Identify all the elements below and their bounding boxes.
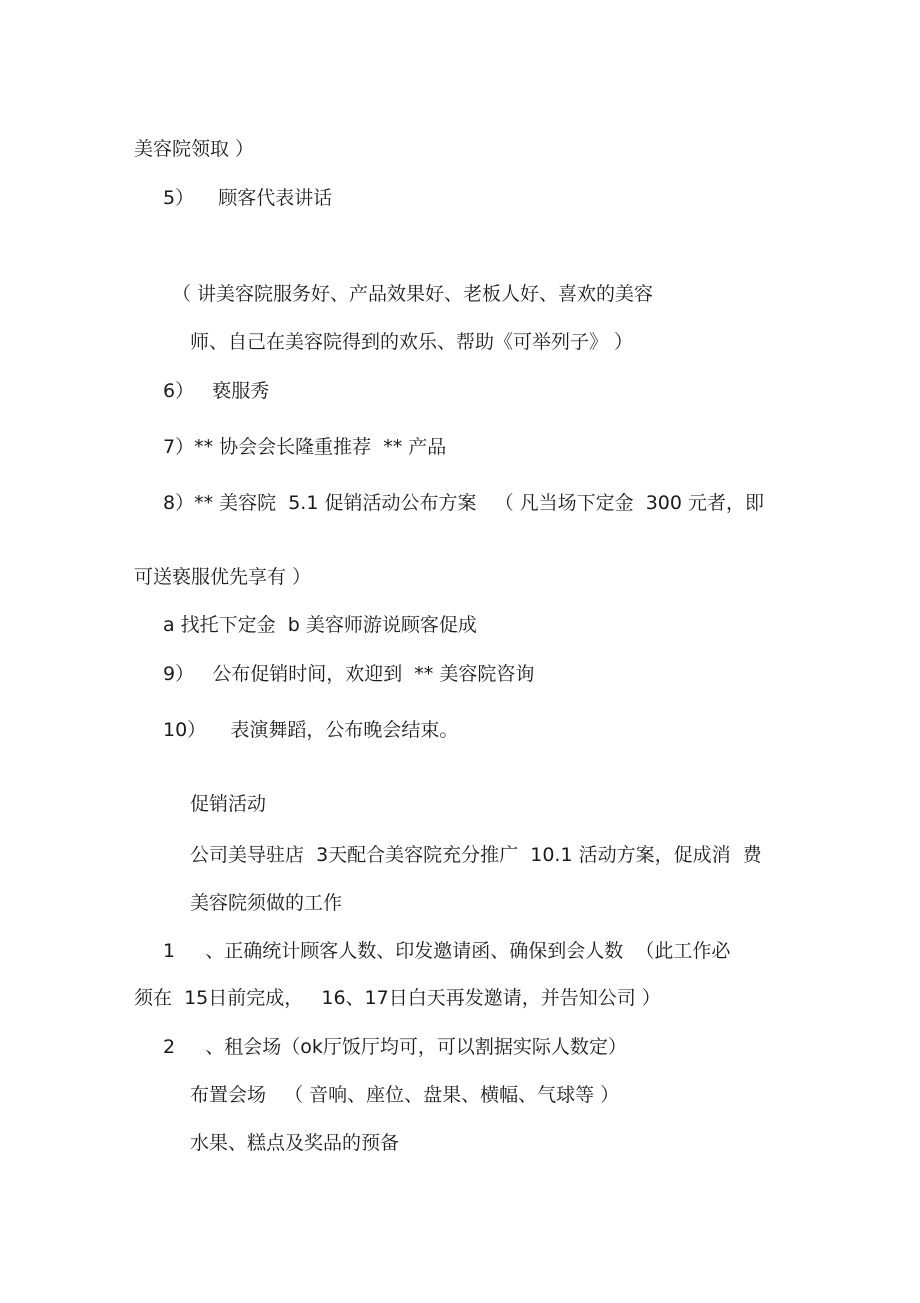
work-item-1: 1 、正确统计顾客人数、印发邀请函、确保到会人数 （此工作必 bbox=[163, 940, 731, 962]
list-item-7: 7）** 协会会长隆重推荐 ** 产品 bbox=[163, 436, 447, 458]
list-item-8: 8）** 美容院 5.1 促销活动公布方案 （ 凡当场下定金 300 元者，即 bbox=[163, 492, 765, 514]
text-line-19: 水果、糕点及奖品的预备 bbox=[190, 1132, 400, 1154]
text-line-8: 可送亵服优先享有 ） bbox=[134, 566, 312, 588]
text-line-18: 布置会场 （ 音响、座位、盘果、横幅、气球等 ） bbox=[190, 1084, 620, 1106]
subsection-title: 美容院须做的工作 bbox=[190, 892, 343, 914]
work-item-2: 2 、租会场（ok厅饭厅均可，可以割据实际人数定） bbox=[163, 1036, 627, 1058]
text-line-13: 公司美导驻店 3天配合美容院充分推广 10.1 活动方案，促成消 费 bbox=[190, 844, 762, 866]
list-item-9: 9） 公布促销时间，欢迎到 ** 美容院咨询 bbox=[163, 663, 535, 685]
list-item-5: 5） 顾客代表讲话 bbox=[163, 187, 333, 209]
text-line-16: 须在 15日前完成， 16、17日白天再发邀请，并告知公司 ） bbox=[134, 987, 661, 1009]
list-item-6: 6） 亵服秀 bbox=[163, 380, 270, 402]
text-line-4: 师、自己在美容院得到的欢乐、帮助《可举列子》 ） bbox=[190, 331, 634, 353]
section-title: 促销活动 bbox=[190, 793, 267, 815]
text-line-9: a 找托下定金 b 美容师游说顾客促成 bbox=[163, 614, 477, 636]
list-item-10: 10） 表演舞蹈，公布晚会结束。 bbox=[163, 719, 459, 741]
text-line-1: 美容院领取 ） bbox=[134, 138, 255, 160]
text-line-3: （ 讲美容院服务好、产品效果好、老板人好、喜欢的美容 bbox=[172, 283, 654, 305]
